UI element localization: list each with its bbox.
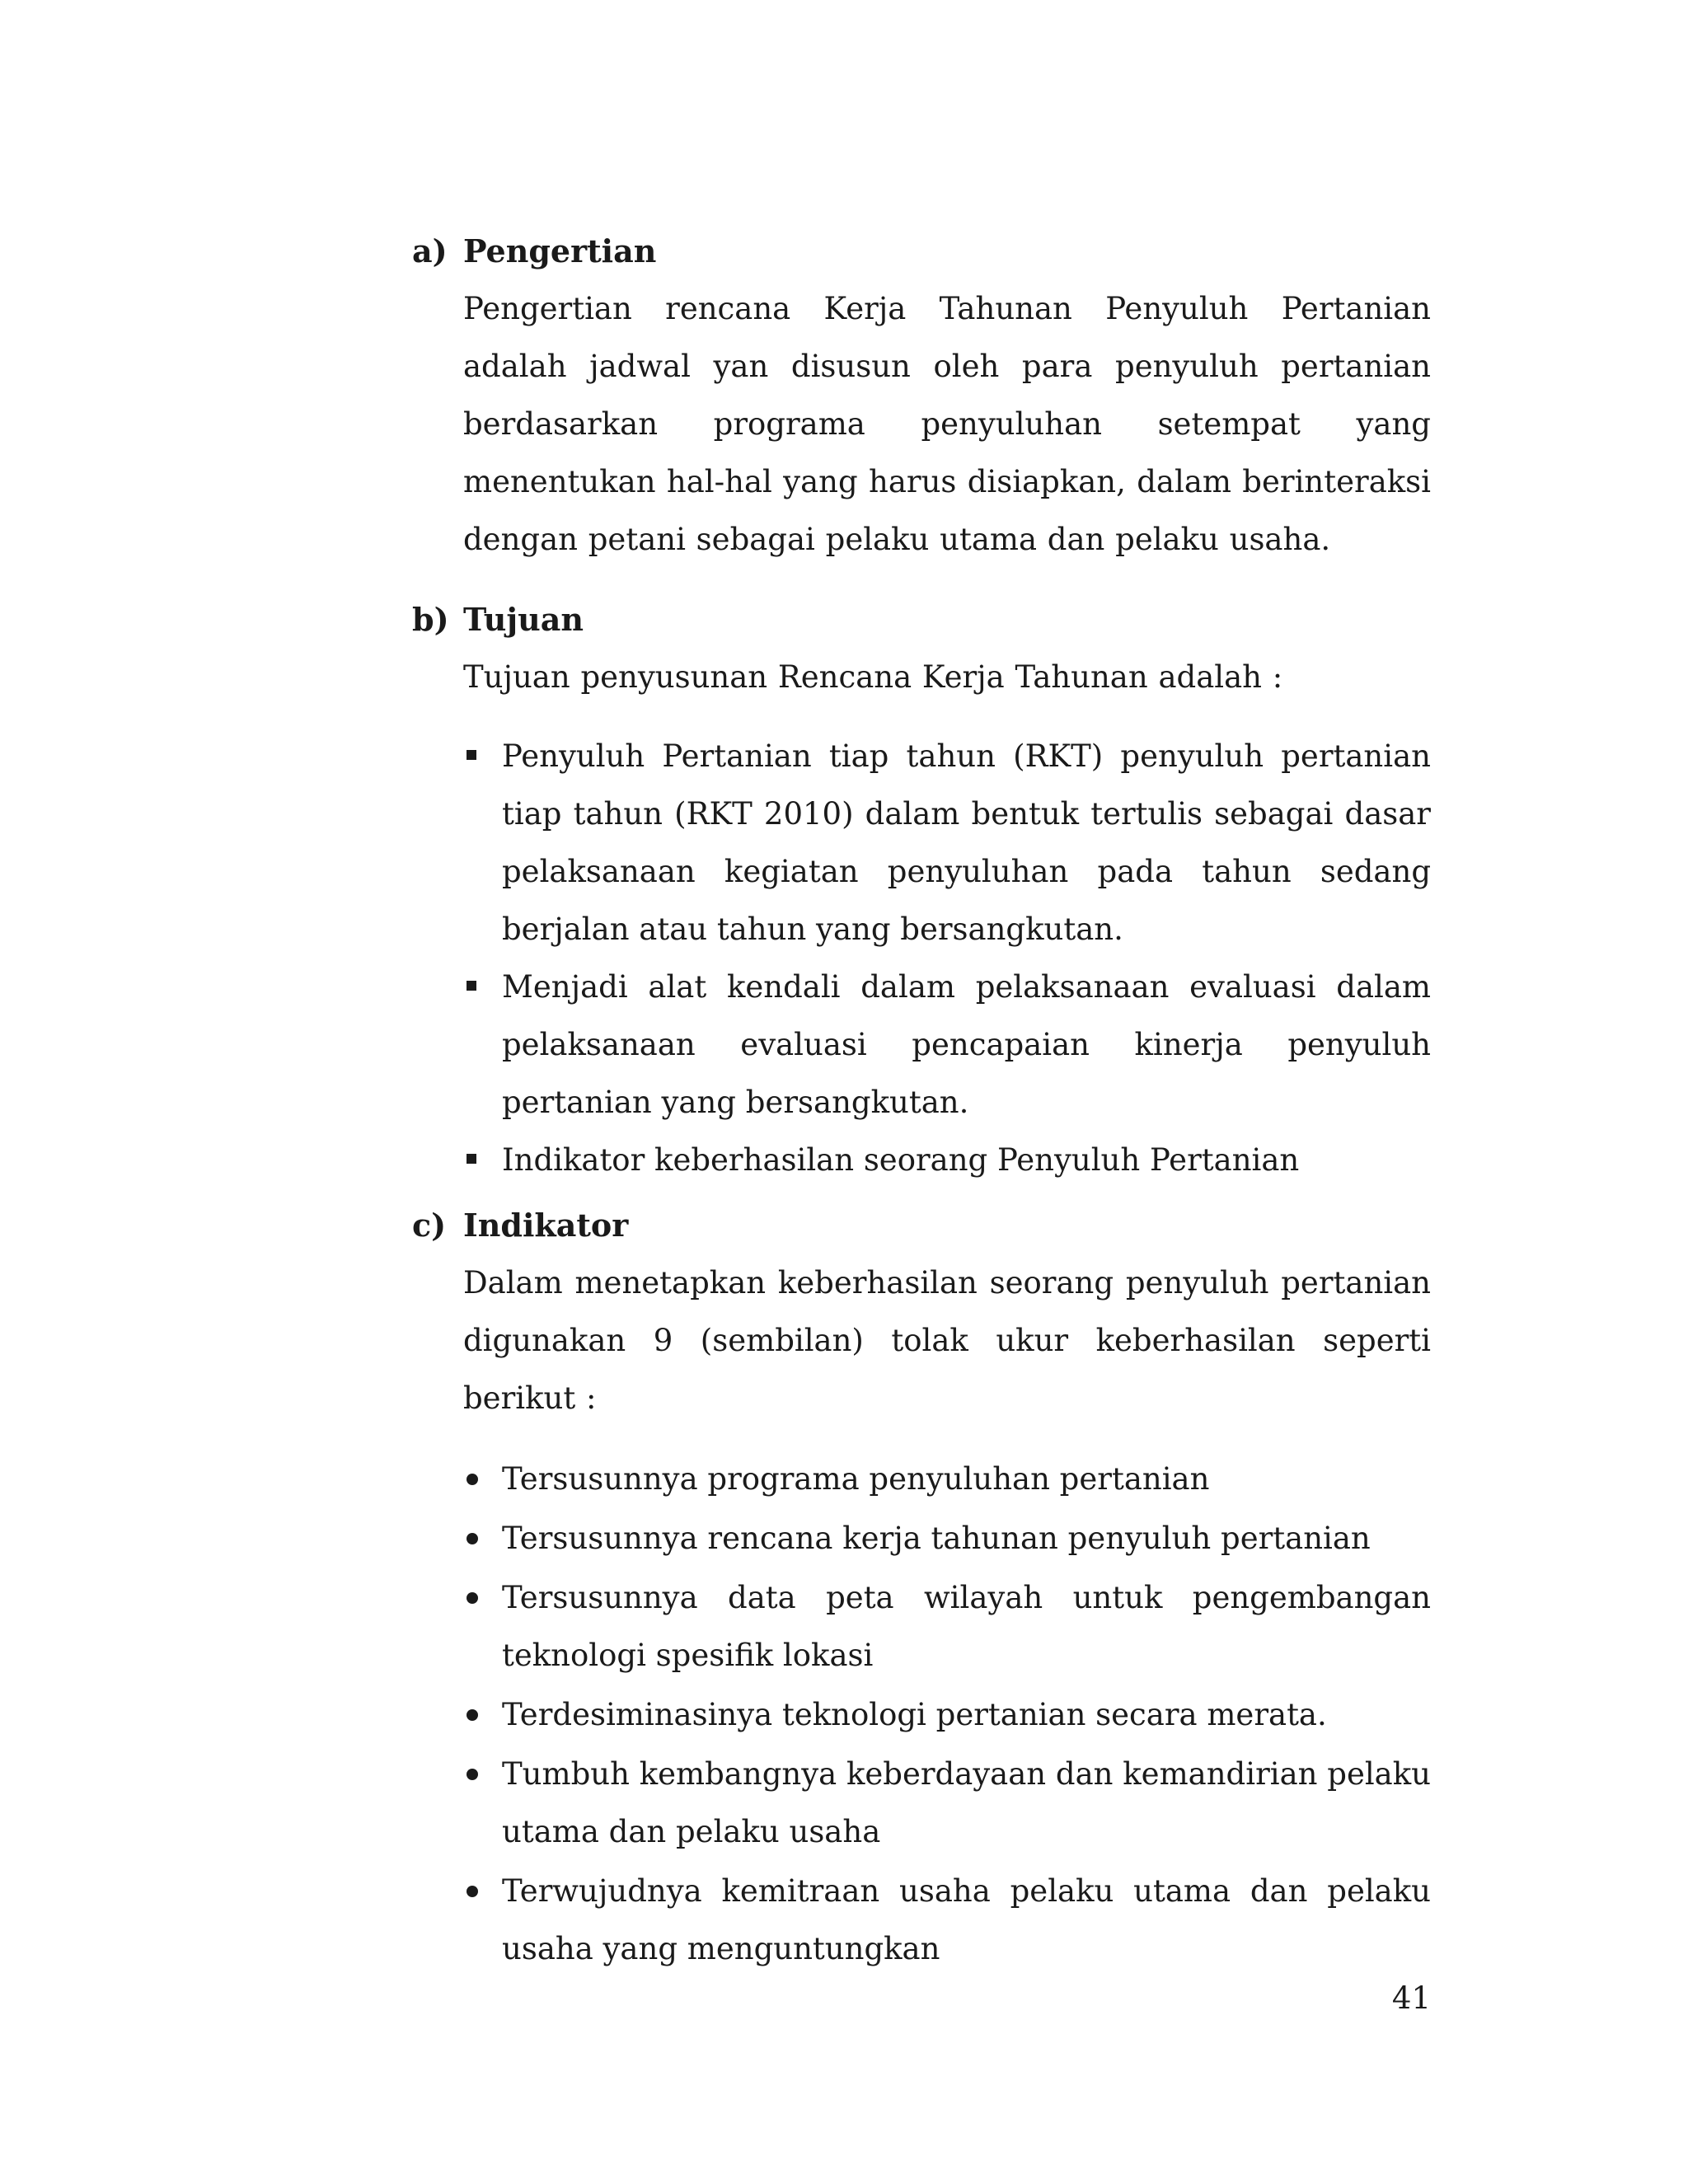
- list-item-text: Tumbuh kembangnya keberdayaan dan kemandirian pelaku utama dan pelaku usaha: [502, 1756, 1431, 1849]
- section-title: Tujuan: [463, 601, 584, 638]
- section-indikator: [412, 1197, 1431, 1980]
- dot-bullet-icon: [465, 1686, 481, 1744]
- list-item: [463, 1132, 1431, 1189]
- list-item: [463, 728, 1431, 958]
- section-pengertian: [412, 223, 1431, 569]
- section-heading: [412, 591, 1431, 649]
- list-item-text: Tersusunnya rencana kerja tahunan penyuluh pertanian: [502, 1521, 1371, 1556]
- dot-bullet-icon: [465, 1451, 481, 1508]
- section-label: a): [412, 232, 448, 269]
- list-item-text: Penyuluh Pertanian tiap tahun (RKT) penyuluh pertanian tiap tahun (RKT 2010) dalam bentuk tertulis sebagai dasar pelaksanaan kegiatan penyuluhan pada tahun sedang berjalan atau tahun yang bersangkutan.: [502, 738, 1431, 947]
- square-bullet-icon: [465, 958, 481, 1016]
- section-paragraph: Dalam menetapkan keberhasilan seorang penyuluh pertanian digunakan 9 (sembilan) tolak ukur keberhasilan seperti berikut :: [463, 1265, 1431, 1416]
- list-item-text: Terwujudnya kemitraan usaha pelaku utama dan pelaku usaha yang menguntungkan: [502, 1873, 1431, 1966]
- indikator-list: [463, 1451, 1431, 1978]
- tujuan-list: [463, 728, 1431, 1189]
- list-item: [463, 1510, 1431, 1568]
- square-bullet-icon: [465, 1132, 481, 1189]
- section-heading: [412, 223, 1431, 280]
- dot-bullet-icon: [465, 1569, 481, 1627]
- list-item: [463, 1451, 1431, 1508]
- section-heading: [412, 1197, 1431, 1254]
- list-item: [463, 1746, 1431, 1861]
- list-item-text: Terdesiminasinya teknologi pertanian secara merata.: [502, 1697, 1327, 1732]
- page-number: 41: [1391, 1980, 1431, 2016]
- list-item-text: Tersusunnya programa penyuluhan pertanian: [502, 1461, 1210, 1497]
- list-item: [463, 1686, 1431, 1744]
- section-paragraph: Pengertian rencana Kerja Tahunan Penyuluh Pertanian adalah jadwal yan disusun oleh para penyuluh pertanian berdasarkan programa penyuluhan setempat yang menentukan hal-hal yang harus disiapkan, dalam berinteraksi dengan petani sebagai pelaku utama dan pelaku usaha.: [463, 291, 1431, 557]
- section-tujuan: [412, 591, 1431, 1189]
- list-item: [463, 1569, 1431, 1685]
- list-item: [463, 1863, 1431, 1978]
- list-item-text: Tersusunnya data peta wilayah untuk pengembangan teknologi spesifik lokasi: [502, 1580, 1431, 1673]
- list-item-text: Menjadi alat kendali dalam pelaksanaan evaluasi dalam pelaksanaan evaluasi pencapaian kinerja penyuluh pertanian yang bersangkutan.: [502, 969, 1431, 1120]
- section-title: Pengertian: [463, 232, 657, 269]
- dot-bullet-icon: [465, 1863, 481, 1920]
- dot-bullet-icon: [465, 1510, 481, 1568]
- section-paragraph: Tujuan penyusunan Rencana Kerja Tahunan adalah :: [463, 659, 1283, 695]
- dot-bullet-icon: [465, 1746, 481, 1803]
- section-label: b): [412, 601, 449, 638]
- section-label: c): [412, 1207, 447, 1244]
- list-item-text: Indikator keberhasilan seorang Penyuluh Pertanian: [502, 1142, 1300, 1178]
- list-item: [463, 958, 1431, 1132]
- section-title: Indikator: [463, 1207, 629, 1244]
- square-bullet-icon: [465, 728, 481, 785]
